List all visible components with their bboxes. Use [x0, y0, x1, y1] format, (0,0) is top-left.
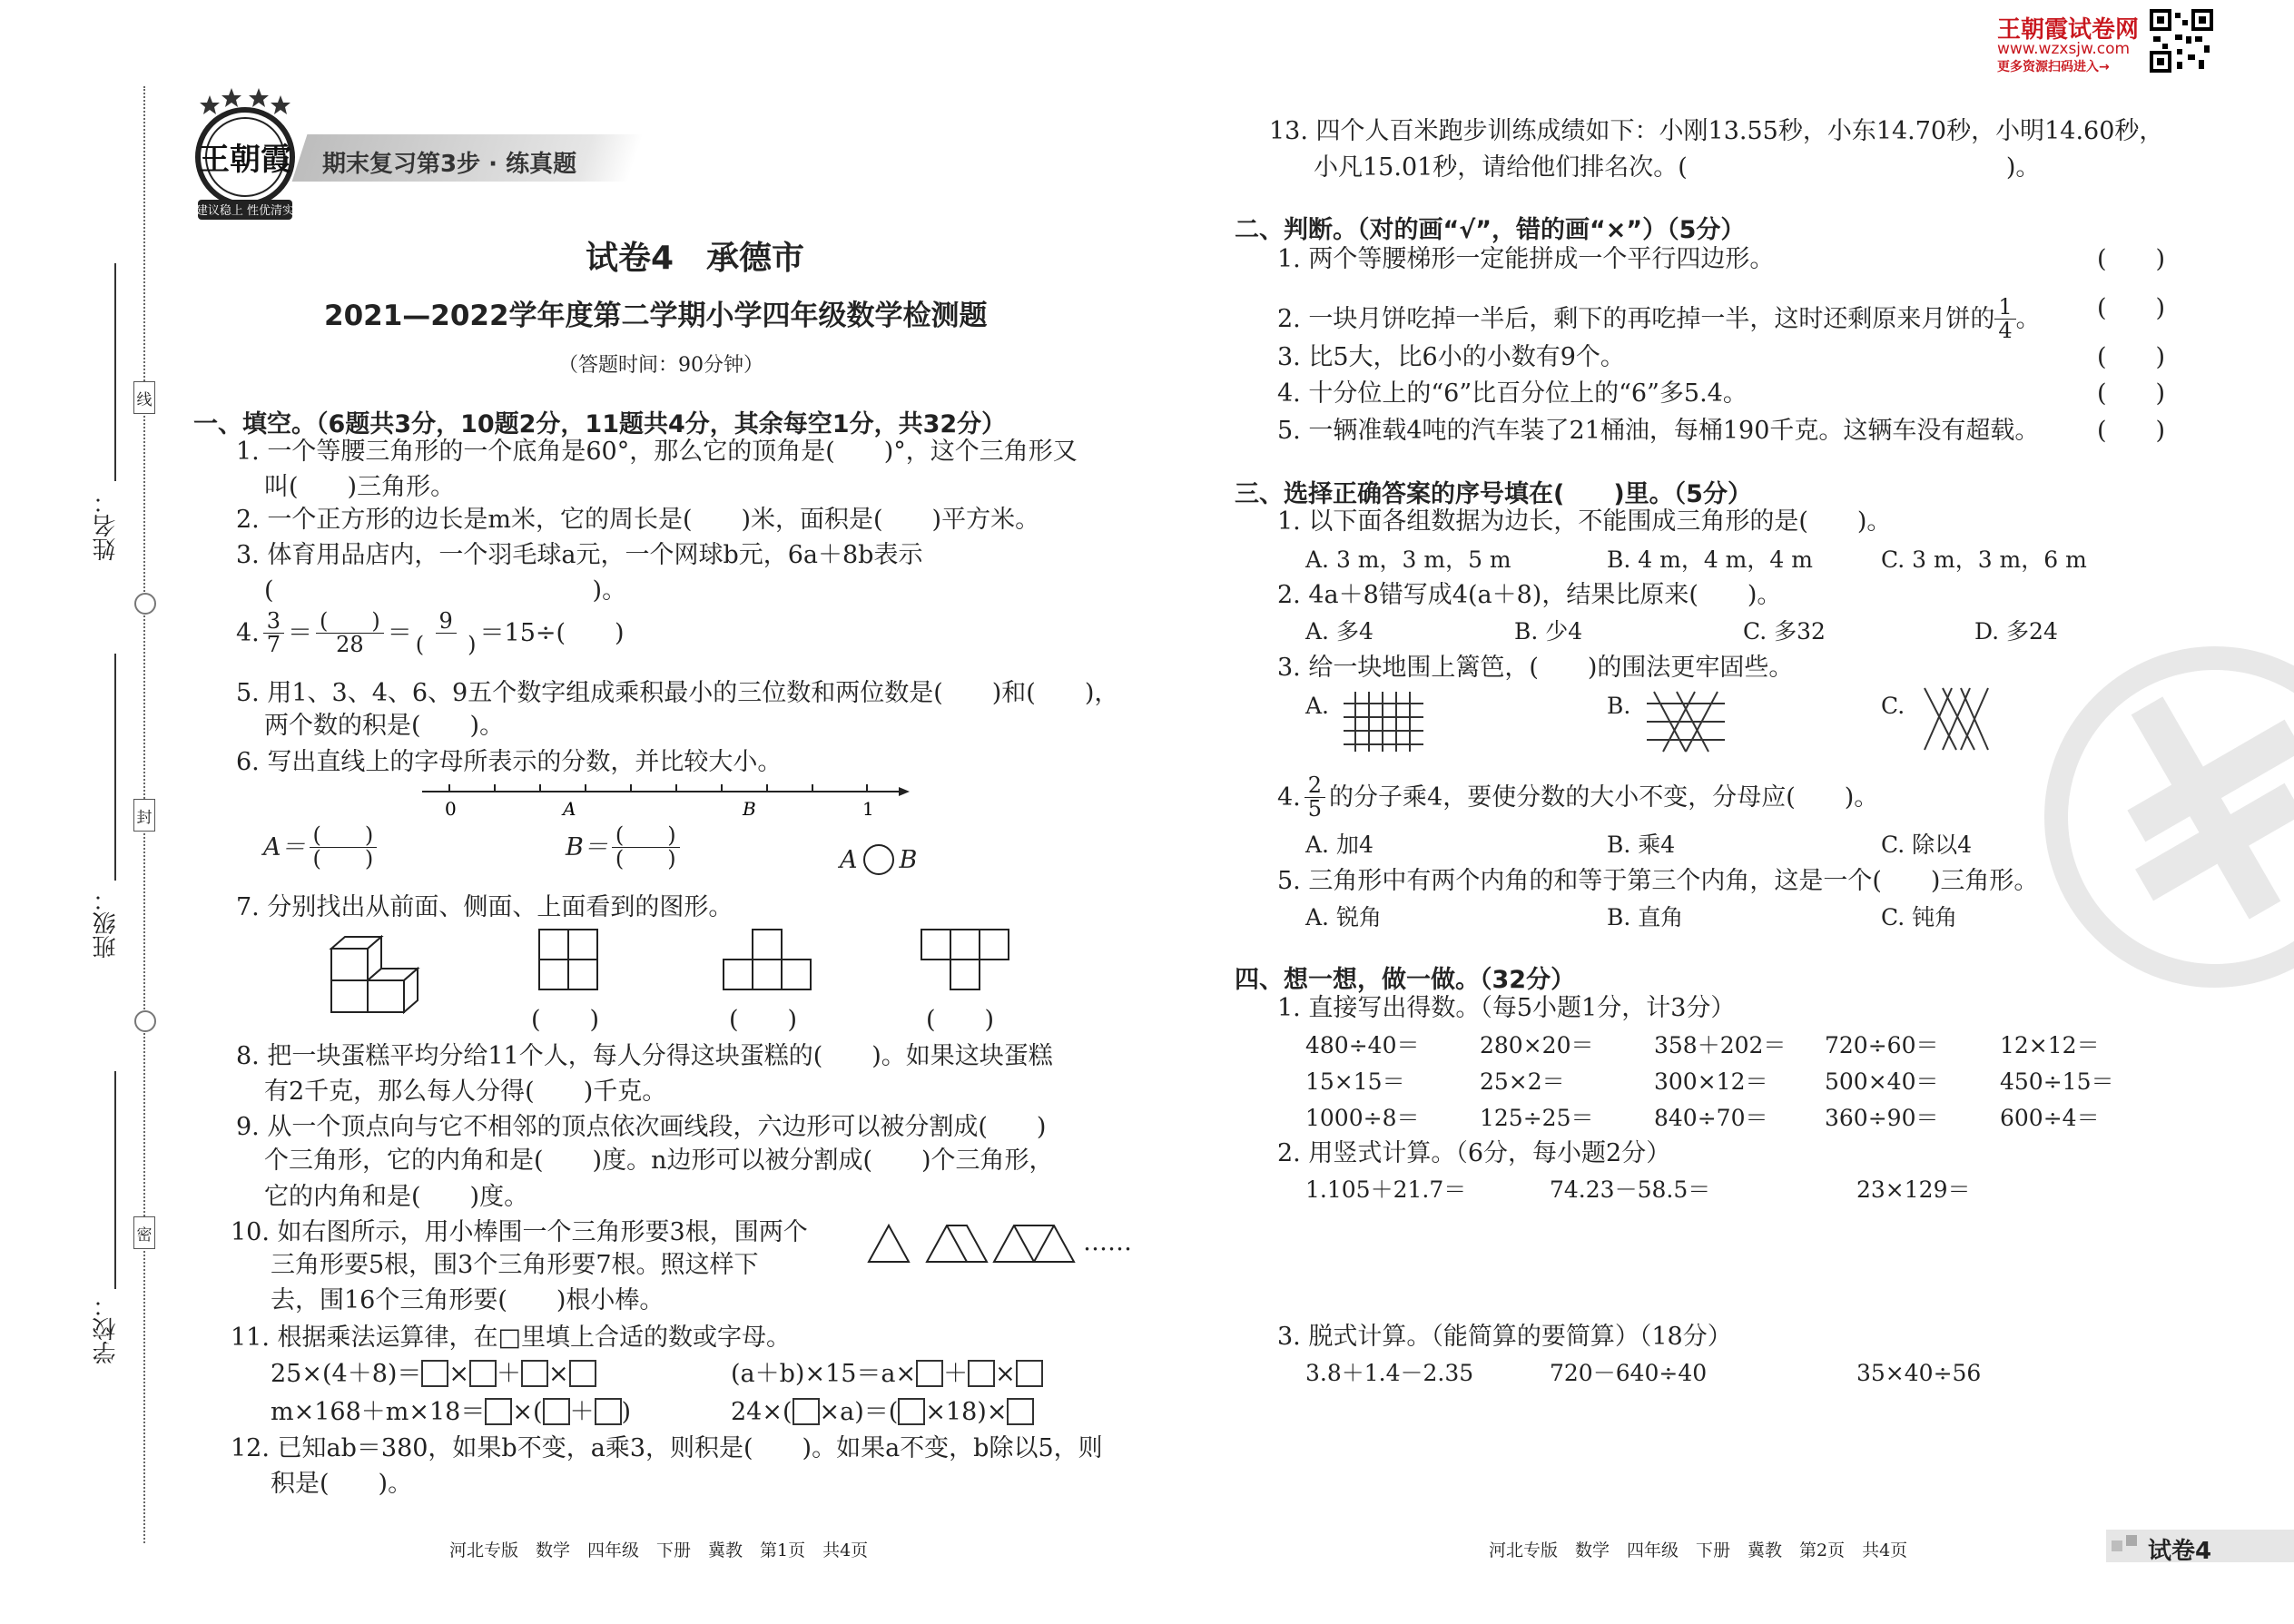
q13-line2: 小凡15.01秒，请给他们排名次。( )。 [1314, 153, 2041, 182]
q4-frac2: $\frac{( )}{28}$ [316, 610, 384, 656]
q12-line2: 积是( )。 [271, 1470, 413, 1498]
brand-url: www.wzxsjw.com [1997, 40, 2131, 58]
calc-cell: 840÷70＝ [1654, 1105, 1768, 1131]
q7-blank-1: ( ) [531, 1006, 600, 1034]
q8-line1: 8. 把一块蛋糕平均分给11个人，每人分得这块蛋糕的( )。如果这块蛋糕 [236, 1042, 1053, 1070]
corner-square [2112, 1540, 2122, 1551]
answer-box[interactable] [543, 1398, 570, 1425]
name-label: 姓名： [93, 490, 120, 561]
q6-answer-b: B＝ $\frac{( )}{( )}$ [566, 824, 680, 871]
step-calc-title: 3. 脱式计算。（能简算的要简算）（18分） [1277, 1323, 1732, 1351]
answer-box[interactable] [595, 1398, 622, 1425]
q6-compare: A B [840, 845, 918, 874]
judge-4: 4. 十分位上的“6”比百分位上的“6”多5.4。 [1277, 379, 1748, 408]
judge-3: 3. 比5大，比6小的小数有9个。 [1277, 343, 1625, 371]
q4-tail: ＝15÷( ) [479, 619, 625, 648]
publisher-logo [182, 86, 309, 227]
answer-box[interactable] [1007, 1398, 1034, 1425]
vertical-calc-2: 74.23－58.5＝ [1550, 1176, 1711, 1203]
watermark-seal [2033, 635, 2294, 999]
vertical-calc-3: 23×129＝ [1856, 1176, 1971, 1203]
compare-circle [863, 844, 894, 875]
judge-paren-1: ( ) [2097, 245, 2166, 273]
q7-view-l [920, 928, 1010, 993]
calc-cell: 125÷25＝ [1480, 1105, 1594, 1131]
choice-1-a: A. 3 m，3 m，5 m [1305, 546, 1511, 573]
class-label: 班级： [93, 888, 120, 959]
q4 [236, 610, 625, 656]
choice-4-a: A. 加4 [1305, 832, 1373, 858]
q11-row2-right: 24×( ×a)＝( ×18)× [731, 1398, 1034, 1425]
oral-calc-title: 1. 直接写出得数。（每5小题1分，计3分） [1277, 994, 1736, 1022]
exam-time: （答题时间：90分钟） [558, 354, 763, 377]
q2: 2. 一个正方形的边长是m米，它的周长是( )米，面积是( )平方米。 [236, 506, 1040, 534]
calc-cell: 450÷15＝ [2000, 1068, 2114, 1095]
q5-line2: 两个数的积是( )。 [264, 712, 505, 740]
exam-title: 试卷4 承德市 [586, 240, 805, 277]
q3-line2: ( )。 [264, 576, 627, 605]
numline-b: B [743, 798, 756, 820]
judge-5: 5. 一辆准载4吨的汽车装了21桶油，每桶190千克。这辆车没有超载。 [1277, 417, 2040, 445]
brand-hint: 更多资源扫码进入→ [1997, 60, 2110, 74]
calc-cell: 720÷60＝ [1825, 1032, 1939, 1058]
step-calc-3: 35×40÷56 [1856, 1360, 1982, 1386]
q7-blank-2: ( ) [729, 1006, 798, 1034]
choice-3-a: A. [1305, 693, 1330, 719]
school-underline [114, 1071, 116, 1289]
choice-5-c: C. 钝角 [1881, 904, 1958, 930]
class-underline [114, 654, 116, 881]
corner-square [2126, 1535, 2137, 1546]
judge-1: 1. 两个等腰梯形一定能拼成一个平行四边形。 [1277, 245, 1775, 273]
q7-cube-stack [318, 926, 436, 1030]
q11-row1-right: (a＋b)×15＝a× ＋ × [731, 1360, 1043, 1387]
judge-2-fraction: $\frac{1}{4}$ [1994, 296, 2015, 342]
judge-paren-5: ( ) [2097, 417, 2166, 445]
logo-text: 王朝霞 [199, 142, 291, 178]
calc-cell: 15×15＝ [1305, 1068, 1405, 1095]
choice-2-a: A. 多4 [1305, 618, 1373, 645]
seal-tag-line: 线 [133, 381, 155, 414]
q4-label: 4. [236, 619, 260, 648]
footer-right: 河北专版 数学 四年级 下册 冀教 第2页 共4页 [1489, 1540, 1908, 1560]
section4-heading: 四、想一想，做一做。（32分） [1235, 966, 1576, 994]
q11: 11. 根据乘法运算律，在□里填上合适的数或字母。 [231, 1324, 792, 1352]
q3-line1: 3. 体育用品店内，一个羽毛球a元，一个网球b元，6a＋8b表示 [236, 541, 923, 569]
choice-3: 3. 给一块地围上篱笆，( )的围法更牢固些。 [1277, 654, 1794, 682]
section3-heading: 三、选择正确答案的序号填在( )里。（5分） [1235, 480, 1752, 508]
vertical-calc-1: 1.105＋21.7＝ [1305, 1176, 1467, 1203]
fence-triangles-b [1645, 690, 1727, 753]
q6: 6. 写出直线上的字母所表示的分数，并比较大小。 [236, 748, 783, 776]
banner-text: 期末复习第3步 · 练真题 [322, 151, 577, 178]
q7-view-t [722, 928, 812, 993]
answer-box[interactable] [569, 1360, 596, 1387]
calc-cell: 1000÷8＝ [1305, 1105, 1420, 1131]
vertical-calc-title: 2. 用竖式计算。（6分，每小题2分） [1277, 1139, 1671, 1167]
calc-cell: 600÷4＝ [2000, 1105, 2100, 1131]
choice-3-c: C. [1881, 693, 1905, 719]
choice-4-fraction: $\frac{2}{5}$ [1305, 774, 1325, 821]
q9-line3: 它的内角和是( )度。 [264, 1183, 529, 1211]
answer-box[interactable] [898, 1398, 925, 1425]
q10-ellipsis: …… [1083, 1228, 1132, 1256]
binding-hole [134, 593, 156, 615]
section2-heading: 二、判断。（对的画“√”，错的画“×”）（5分） [1235, 216, 1746, 244]
choice-4: 4. $\frac{2}{5}$ 的分子乘4，要使分数的大小不变，分母应( )。 [1277, 773, 1879, 822]
choice-5-b: B. 直角 [1607, 904, 1684, 930]
q8-line2: 有2千克，那么每人分得( )千克。 [264, 1078, 667, 1106]
choice-2-d: D. 多24 [1974, 618, 2058, 645]
fence-cross-c [1920, 686, 1993, 752]
calc-cell: 280×20＝ [1480, 1032, 1594, 1058]
seal-tag-seal: 封 [133, 799, 155, 832]
seal-tag-secret: 密 [133, 1216, 155, 1249]
q1-line2: 叫( )三角形。 [264, 473, 456, 501]
choice-1-b: B. 4 m，4 m，4 m [1607, 546, 1813, 573]
exam-subtitle: 2021—2022学年度第二学期小学四年级数学检测题 [324, 300, 988, 332]
school-label: 学校： [93, 1294, 120, 1364]
choice-5-a: A. 锐角 [1305, 904, 1382, 930]
judge-paren-4: ( ) [2097, 379, 2166, 408]
judge-paren-2: ( ) [2097, 294, 2166, 322]
q4-eq1: ＝ [288, 619, 313, 648]
q4-eq2: ＝ [387, 619, 412, 648]
answer-box[interactable] [421, 1360, 448, 1387]
brand-name: 王朝霞试卷网 [1997, 16, 2140, 44]
logo-sub: 建议稳上 性优清实 [195, 204, 295, 218]
answer-box[interactable] [793, 1398, 820, 1425]
choice-1-c: C. 3 m，3 m，6 m [1881, 546, 2087, 573]
choice-4-b: B. 乘4 [1607, 832, 1676, 858]
q11-row2-left: m×168＋m×18＝ ×( ＋ ) [271, 1398, 632, 1426]
choice-2-b: B. 少4 [1514, 618, 1583, 645]
q10-triangle-pattern [867, 1221, 1076, 1266]
q7-view-square [537, 928, 601, 993]
calc-cell: 358＋202＝ [1654, 1032, 1787, 1058]
judge-paren-3: ( ) [2097, 343, 2166, 371]
q9-line1: 9. 从一个顶点向与它不相邻的顶点依次画线段，六边形可以被分割成( ) [236, 1113, 1047, 1141]
answer-box[interactable] [469, 1360, 497, 1387]
footer-left: 河北专版 数学 四年级 下册 冀教 第1页 共4页 [449, 1540, 869, 1560]
qr-code-icon [2150, 9, 2213, 73]
q9-line2: 个三角形，它的内角和是( )度。n边形可以被分割成( )个三角形， [264, 1147, 1054, 1175]
q6-answer-a: A＝ $\frac{( )}{( )}$ [263, 824, 377, 871]
choice-2: 2. 4a＋8错写成4(a＋8)，结果比原来( )。 [1277, 581, 1782, 609]
choice-3-b: B. [1607, 693, 1631, 719]
numline-1: 1 [862, 798, 874, 820]
answer-box[interactable] [916, 1360, 943, 1387]
q11-row1-left: 25×(4＋8)＝ × ＋ × [271, 1360, 596, 1387]
step-calc-2: 720－640÷40 [1550, 1360, 1708, 1386]
corner-label: 试卷4 [2148, 1538, 2212, 1565]
q4-frac3: $\frac{9}{( )}$ [415, 608, 477, 658]
q10-line3: 去，围16个三角形要( )根小棒。 [271, 1286, 665, 1314]
q12-line1: 12. 已知ab＝380，如果b不变，a乘3，则积是( )。如果a不变，b除以5，则 [231, 1434, 1103, 1462]
calc-cell: 12×12＝ [2000, 1032, 2100, 1058]
q10-line1: 10. 如右图所示，用小棒围一个三角形要3根，围两个 [231, 1218, 808, 1246]
calc-cell: 500×40＝ [1825, 1068, 1939, 1095]
judge-2: 2. 一块月饼吃掉一半后，剩下的再吃掉一半，这时还剩原来月饼的 $\frac{1}{4}$ 。 [1277, 294, 2041, 344]
q4-frac1: $\frac{3}{7}$ [263, 610, 284, 656]
q1-line1: 1. 一个等腰三角形的一个底角是60°，那么它的顶角是( )°，这个三角形又 [236, 438, 1078, 466]
choice-4-c: C. 除以4 [1881, 832, 1973, 858]
calc-cell: 360÷90＝ [1825, 1105, 1939, 1131]
numline-a: A [563, 798, 576, 820]
section1-heading: 一、填空。（6题共3分，10题2分，11题共4分，其余每空1分，共32分） [193, 410, 1007, 438]
step-calc-1: 3.8＋1.4－2.35 [1305, 1360, 1474, 1386]
q7-blank-3: ( ) [926, 1006, 995, 1034]
q6-number-line [418, 779, 917, 824]
numline-0: 0 [445, 798, 457, 820]
q5-line1: 5. 用1、3、4、6、9五个数字组成乘积最小的三位数和两位数是( )和( )， [236, 679, 1119, 707]
answer-box[interactable] [521, 1360, 548, 1387]
q7: 7. 分别找出从前面、侧面、上面看到的图形。 [236, 893, 733, 921]
answer-box[interactable] [968, 1360, 995, 1387]
q10-line2: 三角形要5根，围3个三角形要7根。照这样下 [271, 1251, 759, 1279]
fence-grid-a [1342, 690, 1425, 753]
calc-cell: 25×2＝ [1480, 1068, 1565, 1095]
calc-cell: 480÷40＝ [1305, 1032, 1420, 1058]
name-underline [114, 263, 116, 481]
binding-hole [134, 1010, 156, 1032]
answer-box[interactable] [485, 1398, 512, 1425]
choice-2-c: C. 多32 [1743, 618, 1826, 645]
calc-cell: 300×12＝ [1654, 1068, 1768, 1095]
answer-box[interactable] [1016, 1360, 1043, 1387]
choice-1: 1. 以下面各组数据为边长，不能围成三角形的是( )。 [1277, 507, 1892, 536]
choice-5: 5. 三角形中有两个内角的和等于第三个内角，这是一个( )三角形。 [1277, 867, 2039, 895]
q13-line1: 13. 四个人百米跑步训练成绩如下：小刚13.55秒，小东14.70秒，小明14.60秒， [1269, 117, 2164, 145]
